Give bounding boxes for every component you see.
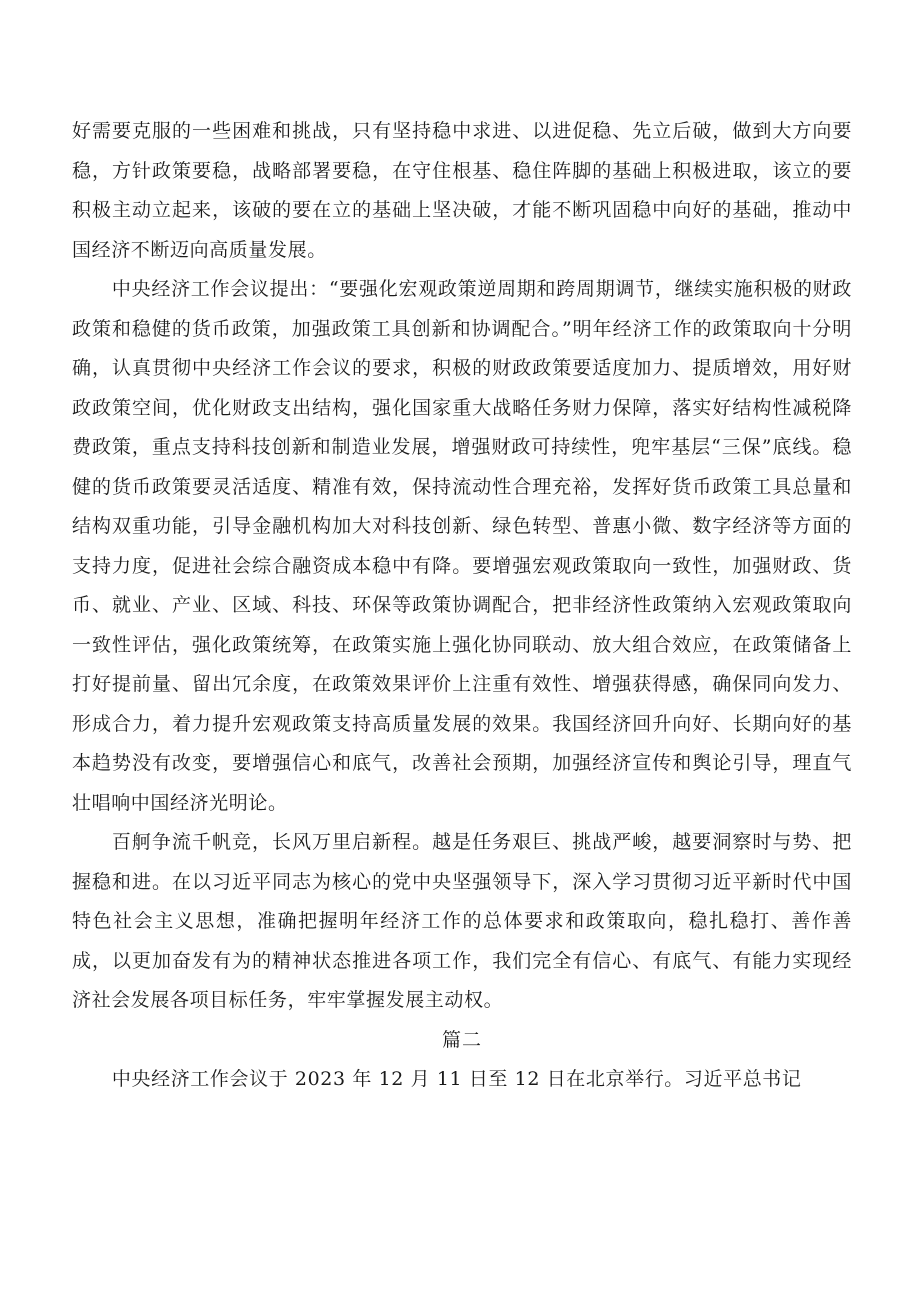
paragraph-section-two-intro: 中央经济工作会议于 2023 年 12 月 11 日至 12 日在北京举行。习近平总书记	[111, 1068, 802, 1090]
paragraph-conclusion: 百舸争流千帆竞，长风万里启新程。越是任务艰巨、挑战严峻，越要洞察时与势、把握稳和进。在以习近平同志为核心的党中央坚强领导下，深入学习贯彻习近平新时代中国特色社会主义思想，准确把握明年经济工作的总体要求和政策取向，稳扎稳打、善作善成，以更加奋发有为的精神状态推进各项工作，我们完全有信心、有底气、有能力实现经济社会发展各项目标任务，牢牢掌握发展主动权。	[72, 831, 852, 1011]
paragraph-policy: 中央经济工作会议提出：“要强化宏观政策逆周期和跨周期调节，继续实施积极的财政政策和稳健的货币政策，加强政策工具创新和协调配合。”明年经济工作的政策取向十分明确，认真贯彻中央经济工作会议的要求，积极的财政政策要适度加力、提质增效，用好财政政策空间，优化财政支出结构，强化国家重大战略任务财力保障，落实好结构性减税降费政策，重点支持科技创新和制造业发展，增强财政可持续性，兜牢基层“三保”底线。稳健的货币政策要灵活适度、精准有效，保持流动性合理充裕，发挥好货币政策工具总量和结构双重功能，引导金融机构加大对科技创新、绿色转型、普惠小微、数字经济等方面的支持力度，促进社会综合融资成本稳中有降。要增强宏观政策取向一致性，加强财政、货币、就业、产业、区域、科技、环保等政策协调配合，把非经济性政策纳入宏观政策取向一致性评估，强化政策统筹，在政策实施上强化协同联动、放大组合效应，在政策储备上打好提前量、留出冗余度，在政策效果评价上注重有效性、增强获得感，确保同向发力、形成合力，着力提升宏观政策支持高质量发展的效果。我国经济回升向好、长期向好的基本趋势没有改变，要增强信心和底气，改善社会预期，加强经济宣传和舆论引导，理直气壮唱响中国经济光明论。	[72, 278, 852, 814]
document-page	[72, 112, 852, 1100]
paragraph-continuation: 好需要克服的一些困难和挑战，只有坚持稳中求进、以进促稳、先立后破，做到大方向要稳，方针政策要稳，战略部署要稳，在守住根基、稳住阵脚的基础上积极进取，该立的要积极主动立起来，该破的要在立的基础上坚决破，才能不断巩固稳中向好的基础，推动中国经济不断迈向高质量发展。	[72, 120, 852, 261]
section-heading: 篇二	[441, 1028, 482, 1051]
